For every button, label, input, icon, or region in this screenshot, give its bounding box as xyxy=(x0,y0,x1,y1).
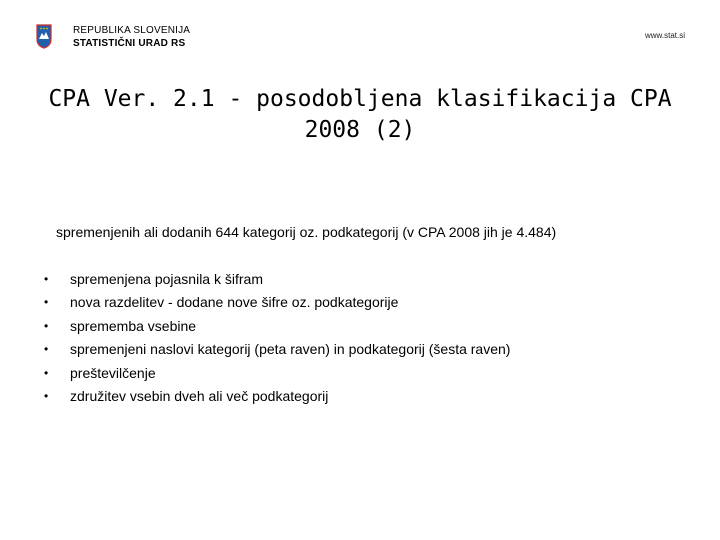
bullet-icon: • xyxy=(44,388,49,403)
bullet-icon: • xyxy=(44,295,49,310)
bullet-icon: • xyxy=(44,365,49,380)
organization-name xyxy=(73,24,190,50)
bullet-icon: • xyxy=(44,272,49,286)
bullet-icon: • xyxy=(44,342,49,357)
bullet-icon: • xyxy=(44,318,49,333)
org-name-line2: STATISTIČNI URAD RS xyxy=(73,38,186,49)
intro-text: spremenjenih ali dodanih 644 kategorij oz. podkategorij (v CPA 2008 jih je 4.484) xyxy=(56,224,557,240)
bullet-text: preštevilčenje xyxy=(70,364,156,381)
slide-title xyxy=(20,84,700,146)
bullet-text: spremenjeni naslovi kategorij (peta raven) in podkategorij (šesta raven) xyxy=(70,341,511,358)
slide-title-line2: 2008 (2) xyxy=(304,117,416,143)
bullet-text: sprememba vsebine xyxy=(70,317,197,334)
bullet-text: združitev vsebin dveh ali več podkategorij xyxy=(70,387,329,404)
slovenia-coat-of-arms-icon xyxy=(36,24,52,49)
website-link[interactable]: www.stat.si xyxy=(644,31,685,40)
slide-header xyxy=(0,0,720,60)
org-name-line1: REPUBLIKA SLOVENIJA xyxy=(73,25,191,36)
slide-title-line1: CPA Ver. 2.1 - posodobljena klasifikacija CPA xyxy=(48,86,672,112)
bullet-text: spremenjena pojasnila k šifram xyxy=(70,271,263,287)
bullet-text: nova razdelitev - dodane nove šifre oz. podkategorije xyxy=(70,294,399,311)
